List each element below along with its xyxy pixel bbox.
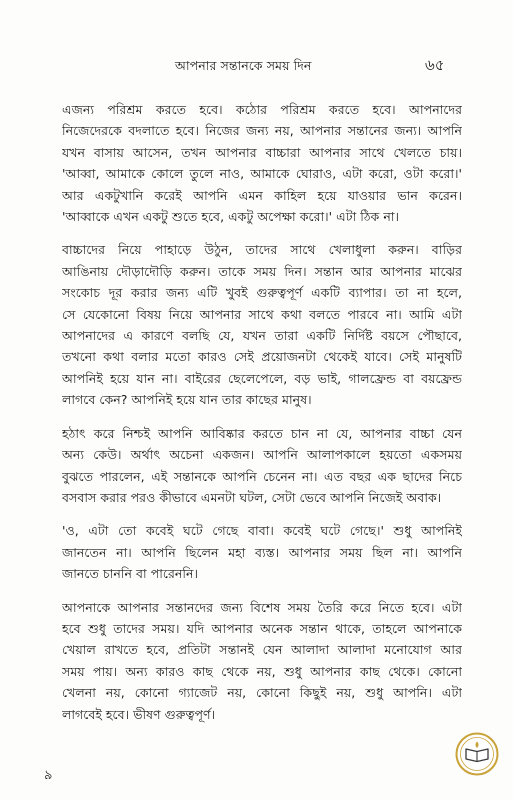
text-line: 'আব্বা, আমাকে কোলে তুলে নাও, আমাকে ঘোরাও, এটা করো, ওটা করো।' xyxy=(62,166,462,182)
text-line: সময় পায়। অন্য কারও কাছ থেকে নয়, শুধু আপনার কাছ থেকে। কোনো xyxy=(62,663,462,679)
paragraph xyxy=(62,423,462,509)
page-number: ৬৫ xyxy=(425,56,445,74)
text-line: বসবাস করার পরও কীভাবে এমনটা ঘটল, সেটা ভেবে আপনি নিজেই অবাক। xyxy=(62,489,442,505)
text-line: সে যেকোনো বিষয় নিয়ে আপনার সাথে কথা বলতে পারবে না। আমি এটা xyxy=(62,306,462,322)
text-line: সংকোচ দূর করার জন্য এটি খুবই গুরুত্বপূর্ণ একটি ব্যাপার। তা না হলে, xyxy=(62,285,462,301)
text-line: এজন্য পরিশ্রম করতে হবে। কঠোর পরিশ্রম করতে হবে। আপনাদের xyxy=(62,102,462,117)
publisher-seal-icon xyxy=(455,732,499,776)
text-line: লাগবেই হবে। ভীষণ গুরুত্বপূর্ণ। xyxy=(62,706,216,722)
text-line: বুঝতে পারলেন, এই সন্তানকে আপনি চেনেন না। এত বছর এক ছাদের নিচে xyxy=(62,468,462,484)
footer-mark: ৯ xyxy=(44,768,53,783)
text-line: 'আব্বাকে এখন একটু শুতে হবে, একটু অপেক্ষা করো।' এটা ঠিক না। xyxy=(62,209,400,225)
text-line: অন্য কেউ। অর্থাৎ অচেনা একজন। আপনি আলাপকালে হয়তো একসময় xyxy=(62,447,462,463)
body-text xyxy=(62,99,462,737)
text-line: খেয়াল রাখতে হবে, প্রতিটা সন্তানই যেন আলাদা আলাদা মনোযোগ আর xyxy=(62,642,462,658)
text-line: আপনিই হয়ে যান না। বাইরের ছেলেপেলে, বড় ভাই, গালফ্রেন্ড বা বয়ফ্রেন্ড xyxy=(62,370,462,386)
page-header xyxy=(0,56,513,78)
text-line: আপনাদের এ কারণে বলছি যে, যখন তারা একটি নির্দিষ্ট বয়সে পৌছাবে, xyxy=(62,328,462,344)
paragraph xyxy=(62,99,462,227)
text-line: আর একটুখানি করেই আপনি এমন কাহিল হয়ে যাওয়ার ভান করেন। xyxy=(62,187,462,203)
paragraph xyxy=(62,239,462,410)
paragraph xyxy=(62,520,462,584)
paragraph xyxy=(62,597,462,725)
text-line: হঠাৎ করে নিশ্চই আপনি আবিষ্কার করতে চান না যে, আপনার বাচ্চা যেন xyxy=(62,425,462,441)
text-line: যখন বাসায় আসেন, তখন আপনার বাচ্চারা আপনার সাথে খেলতে চায়। xyxy=(62,144,462,160)
text-line: হবে শুধু তাদের সময়। যদি আপনার অনেক সন্তান থাকে, তাহলে আপনাকে xyxy=(62,620,462,636)
text-line: আপনাকে আপনার সন্তানদের জন্য বিশেষ সময় তৈরি করে নিতে হবে। এটা xyxy=(62,599,462,615)
text-line: জানতেন না। আপনি ছিলেন মহা ব্যস্ত। আপনার সময় ছিল না। আপনি xyxy=(62,544,462,560)
text-line: খেলনা নয়, কোনো গ্যাজেট নয়, কোনো কিছুই নয়, শুধু আপনি। এটা xyxy=(62,685,462,701)
text-line: 'ও, এটা তো কবেই ঘটে গেছে বাবা। কবেই ঘটে গেছে।' শুধু আপনিই xyxy=(62,523,462,539)
text-line: তখনো কথা বলার মতো কারও সেই প্রয়োজনটা থেকেই যাবে। সেই মানুষটি xyxy=(62,349,462,365)
text-line: বাচ্চাদের নিয়ে পাহাড়ে উঠুন, তাদের সাথে খেলাধুলা করুন। বাড়ির xyxy=(62,242,462,258)
running-title: আপনার সন্তানকে সময় দিন xyxy=(175,58,312,73)
text-line: জানতে চাননি বা পারেননি। xyxy=(62,566,199,582)
text-line: লাগবে কেন? আপনিই হয়ে যান তার কাছের মানুষ। xyxy=(62,392,312,408)
text-line: আঙিনায় দৌড়াদৌড়ি করুন। তাকে সময় দিন। সন্তান আর আপনার মাঝের xyxy=(62,263,462,279)
text-line: নিজেদেরকে বদলাতে হবে। নিজের জন্য নয়, আপনার সন্তানের জন্য। আপনি xyxy=(62,123,462,139)
